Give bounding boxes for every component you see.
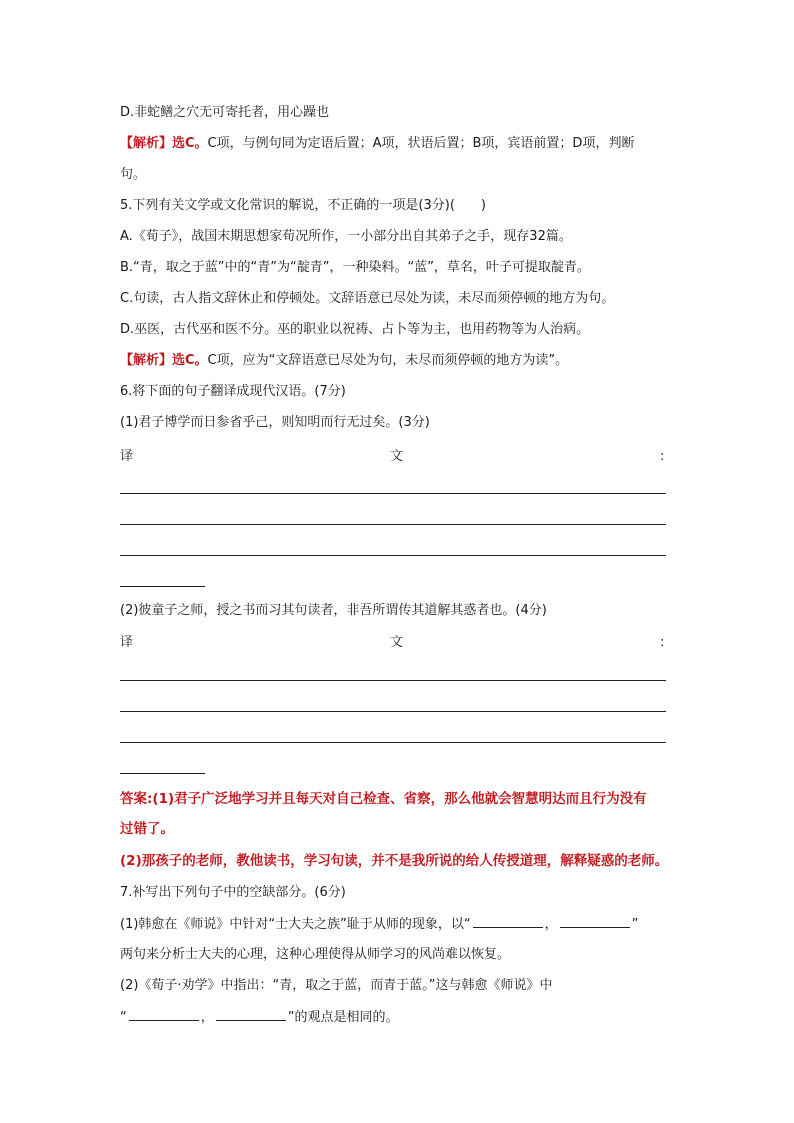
fill-blank[interactable] [560, 915, 630, 928]
q7-s2-comma: ， [200, 1010, 214, 1025]
q4-analysis-cont: 句。 [120, 167, 147, 182]
q7-s1-comma: ， [544, 917, 558, 932]
q5-option-a: A.《荀子》，战国末期思想家荀况所作，一小部分出自其弟子之手，现存32篇。 [120, 229, 572, 244]
colon-label: : [660, 635, 665, 650]
q4-option-d: D.非蛇鳝之穴无可寄托者，用心躁也 [120, 105, 330, 120]
q6-sentence-1: (1)君子博学而日参省乎己，则知明而行无过矣。(3分) [120, 415, 430, 430]
q5-stem: 5.下列有关文学或文化常识的解说，不正确的一项是(3分)( ) [120, 198, 486, 213]
q7-stem: 7.补写出下列句子中的空缺部分。(6分) [120, 885, 346, 900]
fill-blank[interactable] [216, 1008, 286, 1021]
q7-s2-quote: “ [120, 1010, 127, 1025]
answer-line[interactable] [120, 524, 666, 525]
yi-label: 译 [120, 449, 134, 464]
analysis-tag: 【解析】选C。 [120, 136, 208, 151]
colon-label: : [660, 449, 665, 464]
q6-answer-1-cont: 过错了。 [120, 821, 174, 837]
q6-answer-1 [120, 790, 647, 808]
q7-s1-text-a: (1)韩愈在《师说》中针对“士大夫之族”耻于从师的现象，以“ [120, 917, 471, 932]
answer-line[interactable] [120, 493, 666, 494]
q7-sentence-1-cont: 两句来分析士大夫的心理，这种心理使得从师学习的风尚难以恢复。 [120, 947, 511, 962]
analysis-text: C项，应为“文辞语意已尽处为句，未尽而须停顿的地方为读”。 [207, 353, 569, 368]
fill-blank[interactable] [129, 1008, 199, 1021]
answer-1-text: (1)君子广泛地学习并且每天对自己检查、省察，那么他就会智慧明达而且行为没有 [152, 791, 647, 807]
q6-stem: 6.将下面的句子翻译成现代汉语。(7分) [120, 384, 346, 399]
q4-analysis [120, 135, 634, 153]
analysis-text: C项，与例句同为定语后置；A项，状语后置；B项，宾语前置；D项，判断 [207, 136, 635, 151]
q7-sentence-1 [120, 915, 638, 934]
answer-line[interactable] [120, 742, 666, 743]
q5-analysis [120, 352, 568, 370]
q7-s2-text-d: ”的观点是相同的。 [287, 1010, 399, 1025]
q7-sentence-2-cont [120, 1008, 399, 1027]
analysis-tag: 【解析】选C。 [120, 353, 208, 368]
answer-line[interactable] [120, 711, 666, 712]
q5-option-b: B.“青，取之于蓝”中的“青”为“靛青”，一种染料。“蓝”，草名，叶子可提取靛青。 [120, 260, 590, 275]
q5-option-d: D.巫医，古代巫和医不分。巫的职业以祝祷、占卜等为主，也用药物等为人治病。 [120, 322, 590, 337]
q6-sentence-2: (2)彼童子之师，授之书而习其句读者，非吾所谓传其道解其惑者也。(4分) [120, 603, 547, 618]
answer-line-short[interactable] [120, 773, 205, 774]
fill-blank[interactable] [473, 915, 543, 928]
answer-line[interactable] [120, 680, 666, 681]
q5-option-c: C.句读，古人指文辞休止和停顿处。文辞语意已尽处为读，未尽而须停顿的地方为句。 [120, 291, 615, 306]
answer-line[interactable] [120, 555, 666, 556]
q6-answer-2: (2)那孩子的老师，教他读书，学习句读，并不是我所说的给人传授道理，解释疑惑的老师。 [120, 853, 669, 869]
answer-line-short[interactable] [120, 586, 205, 587]
wen-label: 文 [390, 635, 404, 650]
wen-label: 文 [390, 449, 404, 464]
yi-label: 译 [120, 635, 134, 650]
q7-s1-quote: ” [631, 917, 639, 932]
answer-label: 答案: [120, 791, 153, 807]
q7-sentence-2: (2)《荀子·劝学》中指出：“青，取之于蓝，而青于蓝。”这与韩愈《师说》中 [120, 978, 553, 993]
